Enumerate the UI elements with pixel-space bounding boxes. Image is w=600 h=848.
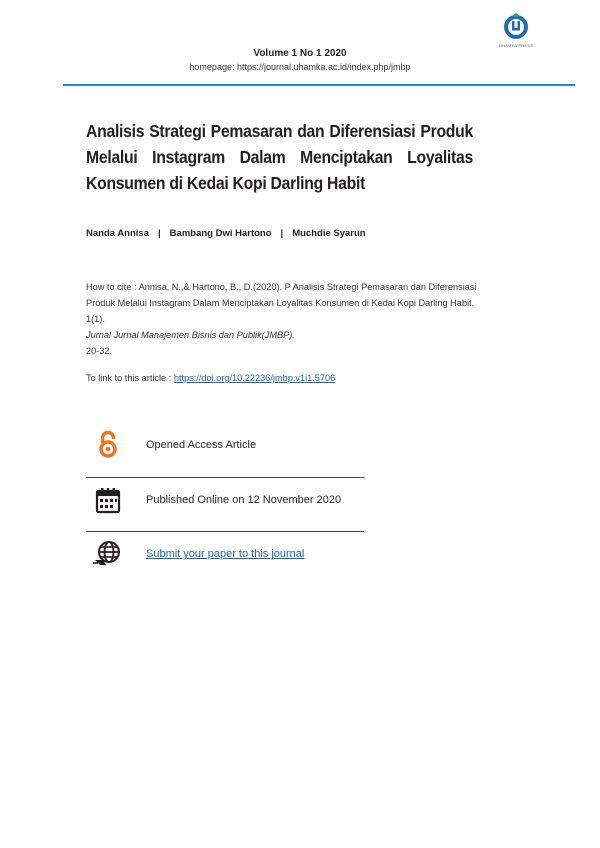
submit-row[interactable] bbox=[86, 532, 364, 580]
citation-line-1: How to cite : Annisa, N.,& Hartono, B., D.(2020). P Analisis Strategi Pemasaran dan Diferensiasi bbox=[86, 282, 477, 292]
article-link bbox=[86, 373, 335, 383]
doi-link[interactable]: https://doi.org/10.22236/jmbp.v1i1.5706 bbox=[173, 373, 336, 383]
logo-text: UHAMKA PRESS bbox=[499, 43, 533, 48]
globe-icon bbox=[92, 538, 124, 570]
author-2: Bambang Dwi Hartono bbox=[169, 228, 272, 239]
open-access-row bbox=[86, 423, 364, 471]
citation-line-2: Produk Melalui Instagram Dalam Menciptakan Loyalitas Konsumen di Kedai Kopi Darling Habit. bbox=[86, 298, 475, 308]
published-row bbox=[86, 478, 364, 526]
header-rule bbox=[63, 84, 575, 86]
journal-header bbox=[0, 48, 600, 72]
open-access-text: Opened Access Article bbox=[146, 439, 257, 451]
author-separator: | bbox=[158, 228, 161, 239]
citation-block bbox=[86, 279, 526, 359]
submit-paper-link[interactable]: Submit your paper to this journal bbox=[146, 548, 305, 560]
citation-line-3 bbox=[86, 311, 526, 359]
title-line-1: Analisis Strategi Pemasaran dan Diferensiasi Produk bbox=[86, 121, 473, 141]
citation-journal: Jurnal Jurnal Manajemen Bisnis dan Publik(JMBP). bbox=[86, 330, 295, 340]
article-title bbox=[86, 118, 473, 196]
article-link-label: To link to this article : bbox=[86, 373, 174, 383]
author-list bbox=[86, 228, 366, 239]
university-logo-icon bbox=[501, 12, 531, 42]
author-1: Nanda Annisa bbox=[86, 228, 149, 239]
author-separator: | bbox=[280, 228, 284, 239]
open-access-icon bbox=[92, 429, 124, 461]
author-3: Muchdie Syarun bbox=[292, 228, 366, 239]
citation-issue: 1(1). bbox=[86, 314, 105, 324]
journal-logo bbox=[496, 12, 536, 52]
published-date-text: Published Online on 12 November 2020 bbox=[146, 494, 342, 506]
volume-issue: Volume 1 No 1 2020 bbox=[253, 48, 347, 59]
calendar-icon bbox=[92, 484, 124, 516]
homepage-url[interactable]: homepage: https://journal.uhamka.ac.id/index.php/jmbp bbox=[189, 62, 411, 72]
citation-pages: 20-32. bbox=[86, 346, 113, 356]
title-line-2: Melalui Instagram Dalam Menciptakan Loyalitas bbox=[86, 147, 473, 167]
title-line-3: Konsumen di Kedai Kopi Darling Habit bbox=[86, 173, 366, 193]
